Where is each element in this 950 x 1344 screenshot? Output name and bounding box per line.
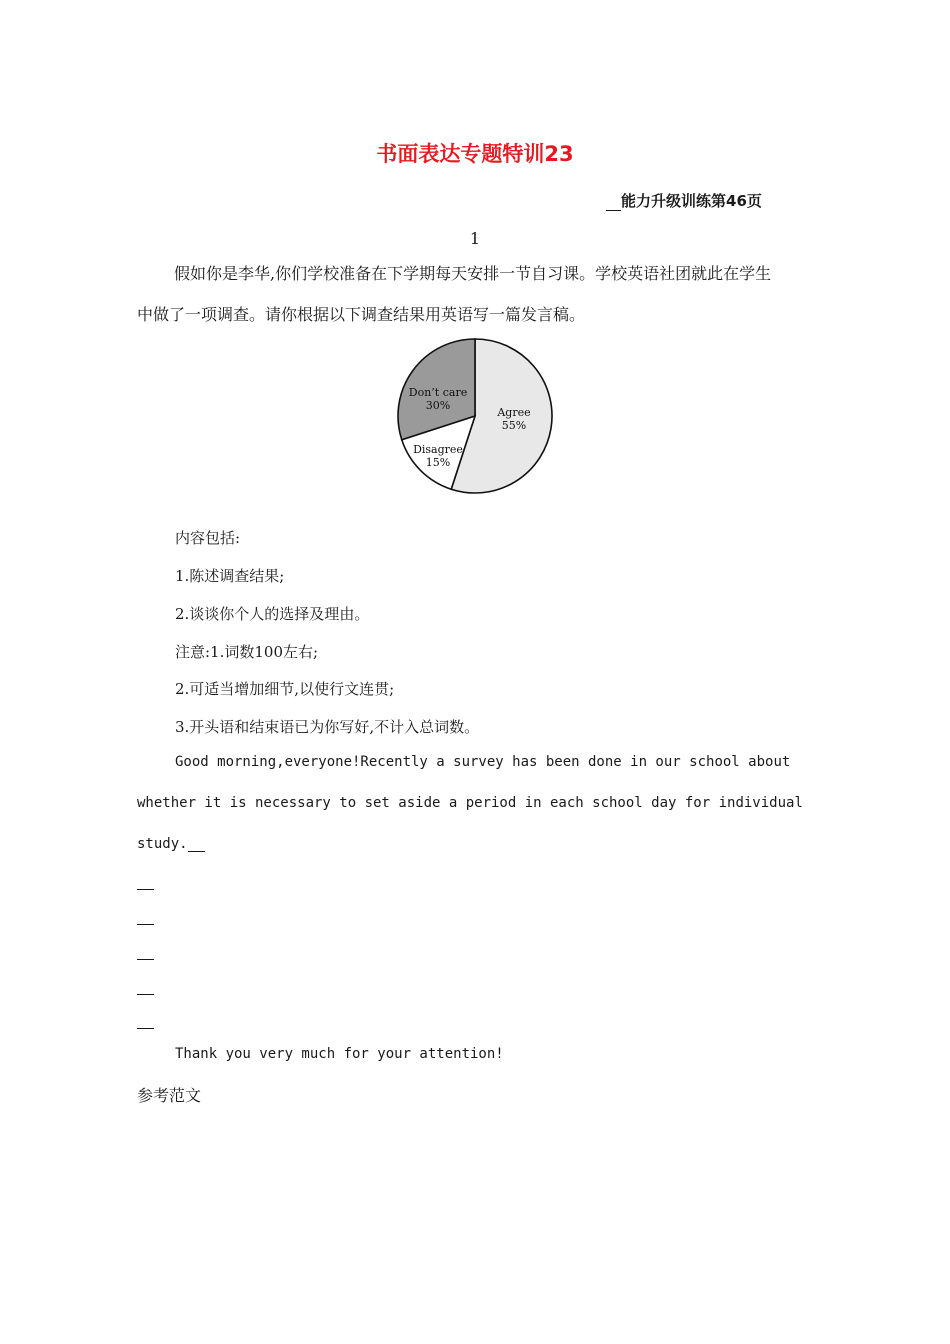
reference-heading: 参考范文	[137, 1086, 202, 1105]
note-1: 注意:1.词数100左右;	[175, 643, 319, 661]
content-heading: 内容包括:	[175, 529, 241, 547]
closing-line: Thank you very much for your attention!	[175, 1046, 504, 1062]
svg-text:Agree: Agree	[497, 406, 531, 419]
note-2: 2.可适当增加细节,以使行文连贯;	[175, 680, 395, 698]
content-item-2: 2.谈谈你个人的选择及理由。	[175, 605, 370, 623]
svg-text:15%: 15%	[425, 456, 451, 469]
blank-line	[188, 838, 205, 852]
answer-blank-line	[137, 959, 154, 960]
svg-text:55%: 55%	[501, 419, 527, 432]
answer-blank-line	[137, 994, 154, 995]
svg-text:Don’t care: Don’t care	[408, 386, 468, 399]
content-item-1: 1.陈述调查结果;	[175, 567, 285, 585]
answer-blank-line	[137, 889, 154, 890]
question-number: 1	[469, 229, 481, 248]
subtitle-text: 能力升级训练第46页	[621, 192, 762, 210]
note-3: 3.开头语和结束语已为你写好,不计入总词数。	[175, 718, 480, 736]
opening-line-2: whether it is necessary to set aside a period in each school day for individual	[137, 795, 803, 811]
prompt-line-2: 中做了一项调查。请你根据以下调查结果用英语写一篇发言稿。	[137, 305, 586, 324]
svg-text:30%: 30%	[425, 399, 451, 412]
prompt-line-1: 假如你是李华,你们学校准备在下学期每天安排一节自习课。学校英语社团就此在学生	[174, 264, 772, 283]
opening-line-3-text: study.	[137, 836, 188, 852]
page-reference	[606, 190, 762, 211]
opening-line-3	[137, 836, 205, 852]
opening-line-1: Good morning,everyone!Recently a survey has been done in our school about	[175, 754, 791, 770]
page-title: 书面表达专题特训23	[376, 142, 574, 166]
svg-text:Disagree: Disagree	[413, 443, 463, 456]
blank-line	[606, 197, 621, 211]
answer-blank-line	[137, 924, 154, 925]
slice-label-agree	[496, 406, 530, 432]
answer-blank-line	[137, 1028, 154, 1029]
question-prompt	[137, 253, 817, 335]
pie-chart	[394, 336, 558, 498]
